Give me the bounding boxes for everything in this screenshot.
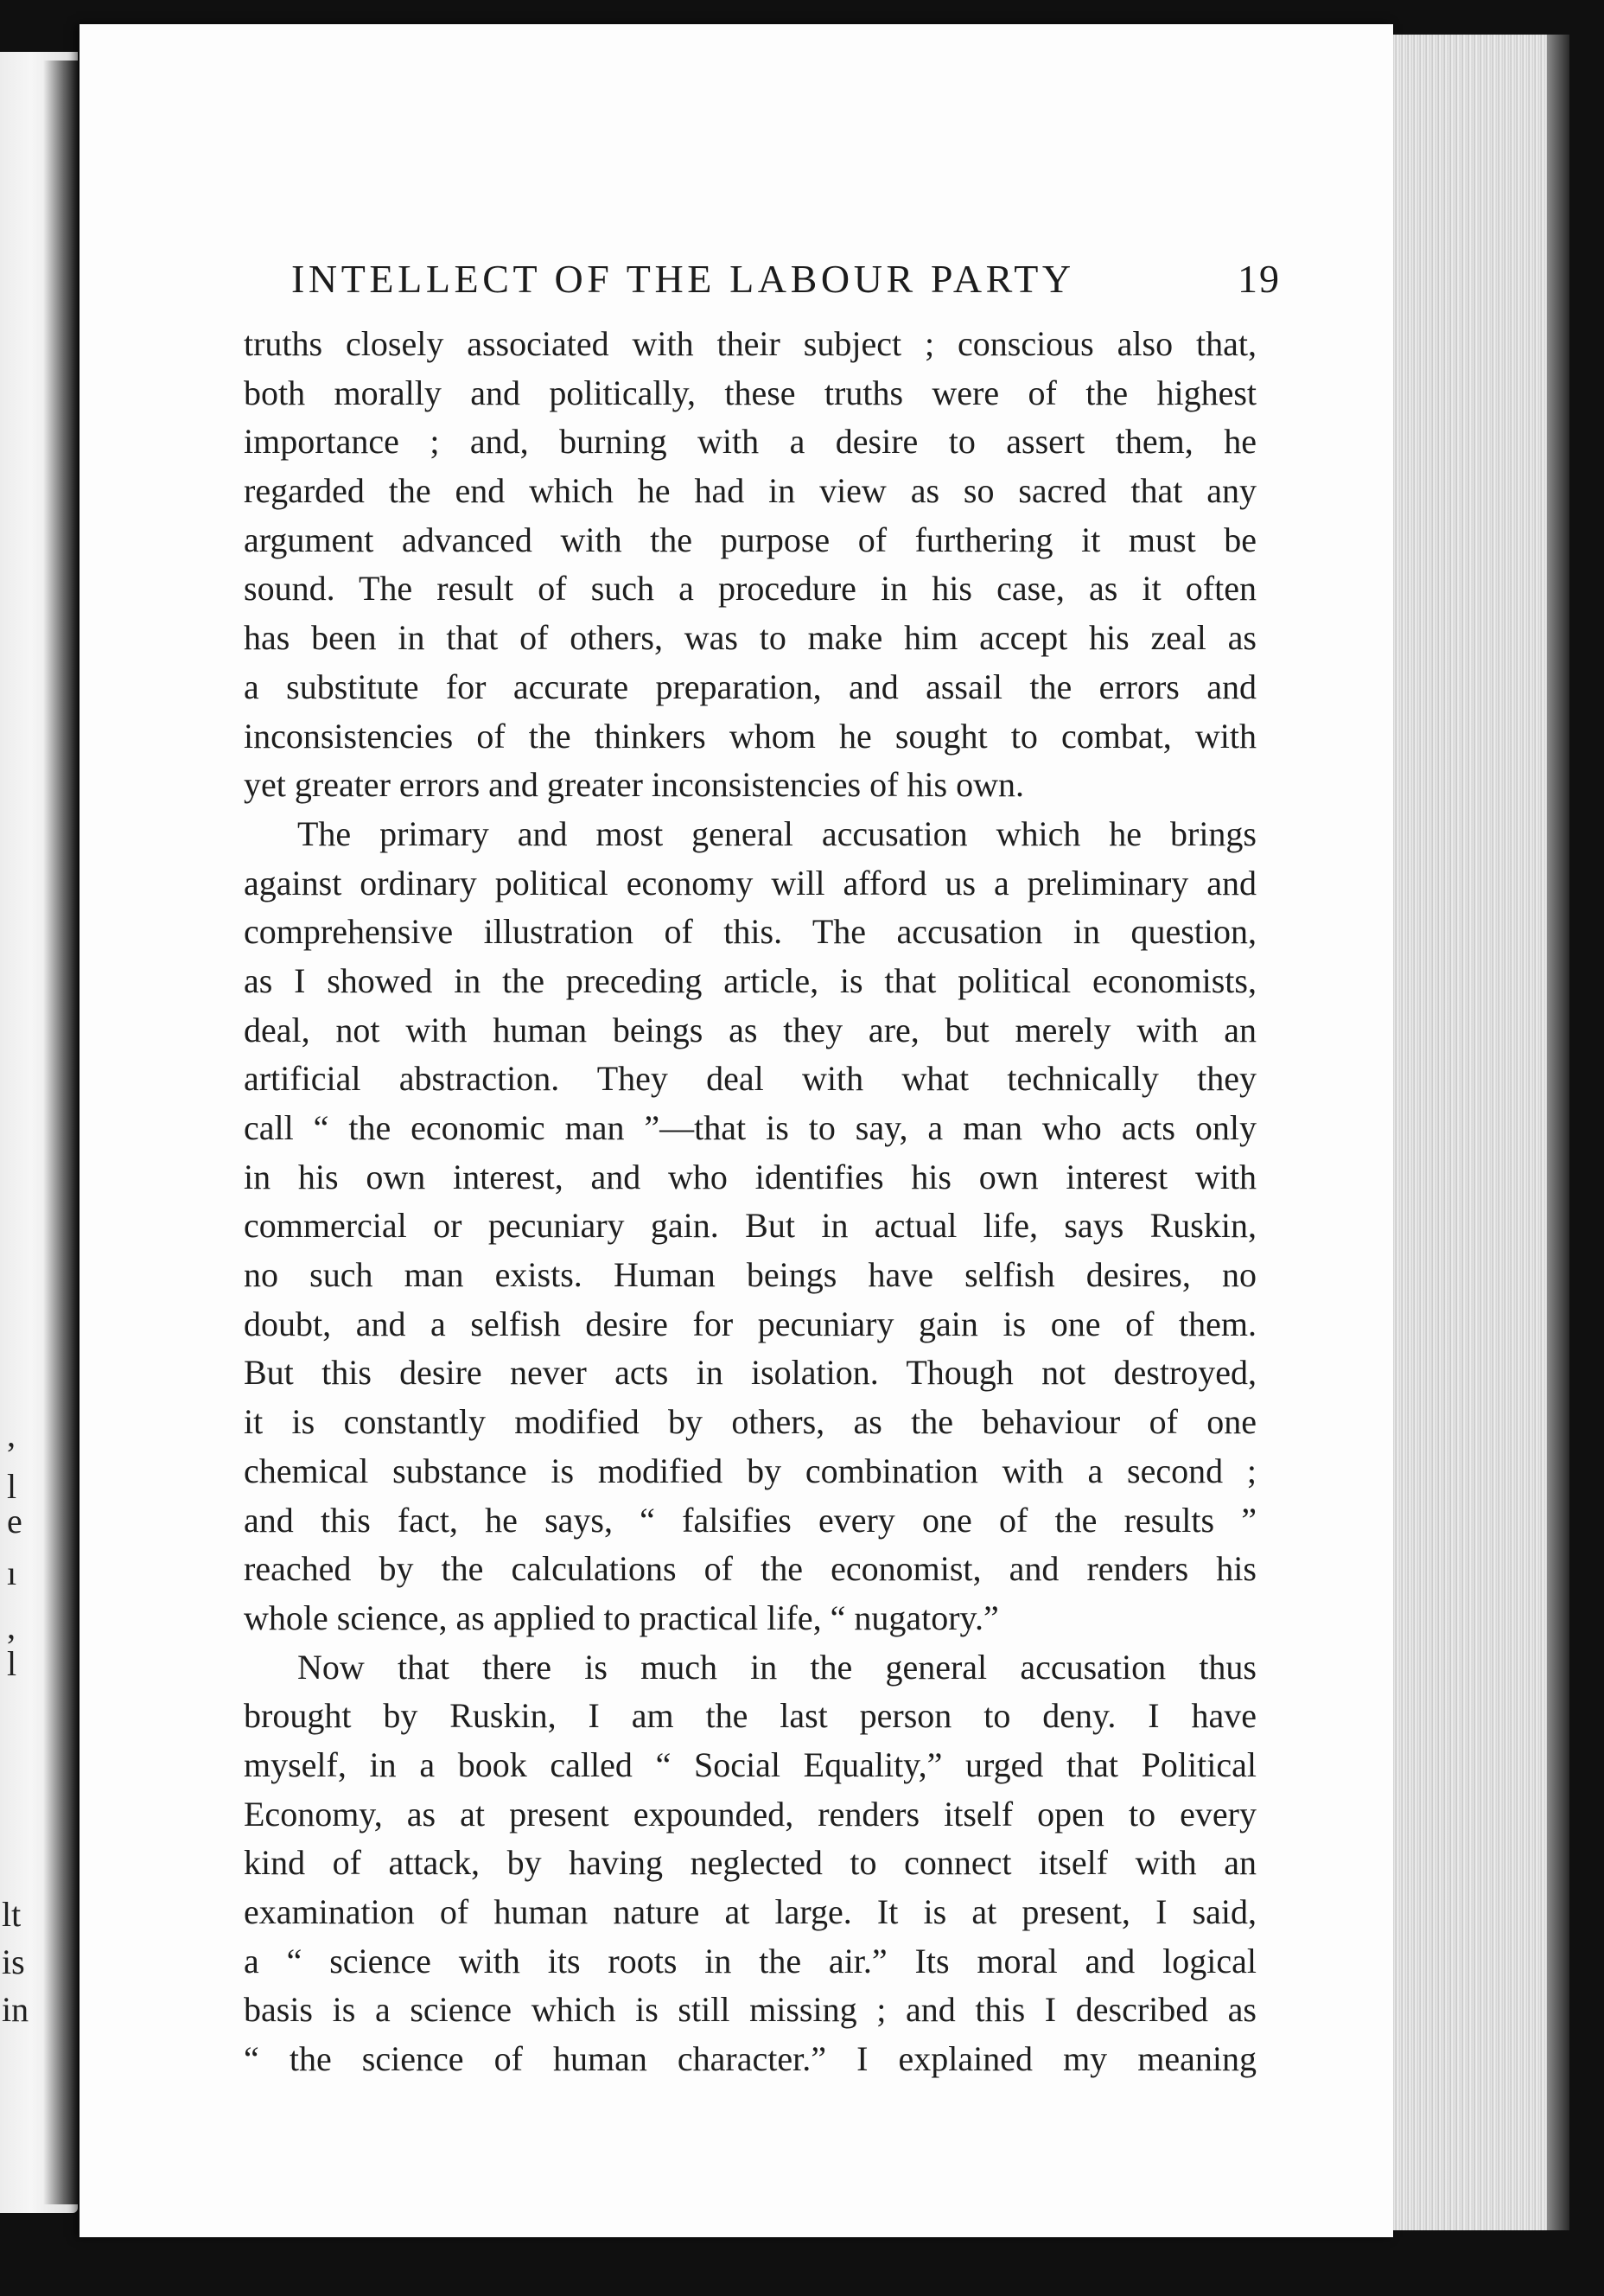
text-line: comprehensive illustration of this. The accusation in question,	[244, 912, 1257, 952]
text-line: chemical substance is modified by combination with a second ;	[244, 1451, 1257, 1490]
text-line: importance ; and, burning with a desire to assert them, he	[244, 422, 1257, 462]
book-page	[80, 24, 1393, 2237]
text-line: But this desire never acts in isolation. Though not destroyed,	[244, 1353, 1257, 1393]
book-edge-shadow	[1547, 35, 1569, 2230]
text-line: yet greater errors and greater inconsistencies of his own.	[244, 765, 1024, 805]
text-line: and this fact, he says, “ falsifies every one of the results ”	[244, 1500, 1257, 1540]
text-line: regarded the end which he had in view as so sacred that any	[244, 471, 1257, 511]
book-fore-edge	[1393, 35, 1566, 2230]
margin-fragment: e	[7, 1502, 22, 1540]
text-line: basis is a science which is still missing ; and this I described as	[244, 1990, 1257, 2030]
margin-fragment: in	[2, 1990, 29, 2029]
text-line: truths closely associated with their subject ; conscious also that,	[244, 324, 1257, 363]
text-line: inconsistencies of the thinkers whom he sought to combat, with	[244, 716, 1257, 756]
text-line: myself, in a book called “ Social Equality,” urged that Political	[244, 1744, 1257, 1784]
text-line: whole science, as applied to practical life, “ nugatory.”	[244, 1598, 999, 1637]
text-line: doubt, and a selfish desire for pecuniary gain is one of them.	[244, 1304, 1257, 1343]
margin-fragment: ,	[7, 1415, 16, 1454]
margin-fragment: ,	[7, 1607, 16, 1646]
margin-fragment: lt	[2, 1895, 22, 1934]
page-header	[291, 256, 1281, 308]
running-head: INTELLECT OF THE LABOUR PARTY	[291, 257, 1075, 301]
text-line: a “ science with its roots in the air.” Its moral and logical	[244, 1941, 1257, 1980]
text-line: brought by Ruskin, I am the last person to deny. I have	[244, 1696, 1257, 1736]
text-line: artificial abstraction. They deal with what technically they	[244, 1059, 1257, 1099]
margin-fragment: l	[7, 1644, 17, 1683]
text-line: as I showed in the preceding article, is that political economists,	[244, 960, 1257, 1000]
text-line: call “ the economic man ”—that is to say, a man who acts only	[244, 1108, 1257, 1147]
text-line: deal, not with human beings as they are, but merely with an	[244, 1010, 1257, 1049]
text-line: sound. The result of such a procedure in his case, as it often	[244, 569, 1257, 609]
text-line: both morally and politically, these truths were of the highest	[244, 373, 1257, 412]
margin-fragment: ı	[7, 1553, 17, 1592]
text-line: a substitute for accurate preparation, and assail the errors and	[244, 666, 1257, 706]
text-line: examination of human nature at large. It is at present, I said,	[244, 1892, 1257, 1931]
text-line: The primary and most general accusation which he brings	[297, 813, 1257, 853]
margin-fragment: l	[7, 1467, 17, 1506]
text-line: Economy, as at present expounded, renders itself open to every	[244, 1794, 1257, 1834]
text-line: reached by the calculations of the economist, and renders his	[244, 1549, 1257, 1589]
margin-fragment: is	[2, 1942, 25, 1981]
text-line: has been in that of others, was to make him accept his zeal as	[244, 618, 1257, 658]
text-line: against ordinary political economy will afford us a preliminary and	[244, 863, 1257, 902]
text-line: it is constantly modified by others, as the behaviour of one	[244, 1402, 1257, 1442]
text-line: Now that there is much in the general accusation thus	[297, 1647, 1257, 1687]
text-line: kind of attack, by having neglected to connect itself with an	[244, 1843, 1257, 1883]
text-line: commercial or pecuniary gain. But in actual life, says Ruskin,	[244, 1206, 1257, 1246]
gutter-shadow	[43, 61, 78, 2204]
page-number: 19	[1238, 257, 1281, 301]
text-line: no such man exists. Human beings have selfish desires, no	[244, 1255, 1257, 1295]
text-line: in his own interest, and who identifies his own interest with	[244, 1157, 1257, 1196]
text-line: argument advanced with the purpose of furthering it must be	[244, 520, 1257, 559]
text-line: “ the science of human character.” I explained my meaning	[244, 2039, 1257, 2079]
body-text	[244, 320, 1257, 2084]
